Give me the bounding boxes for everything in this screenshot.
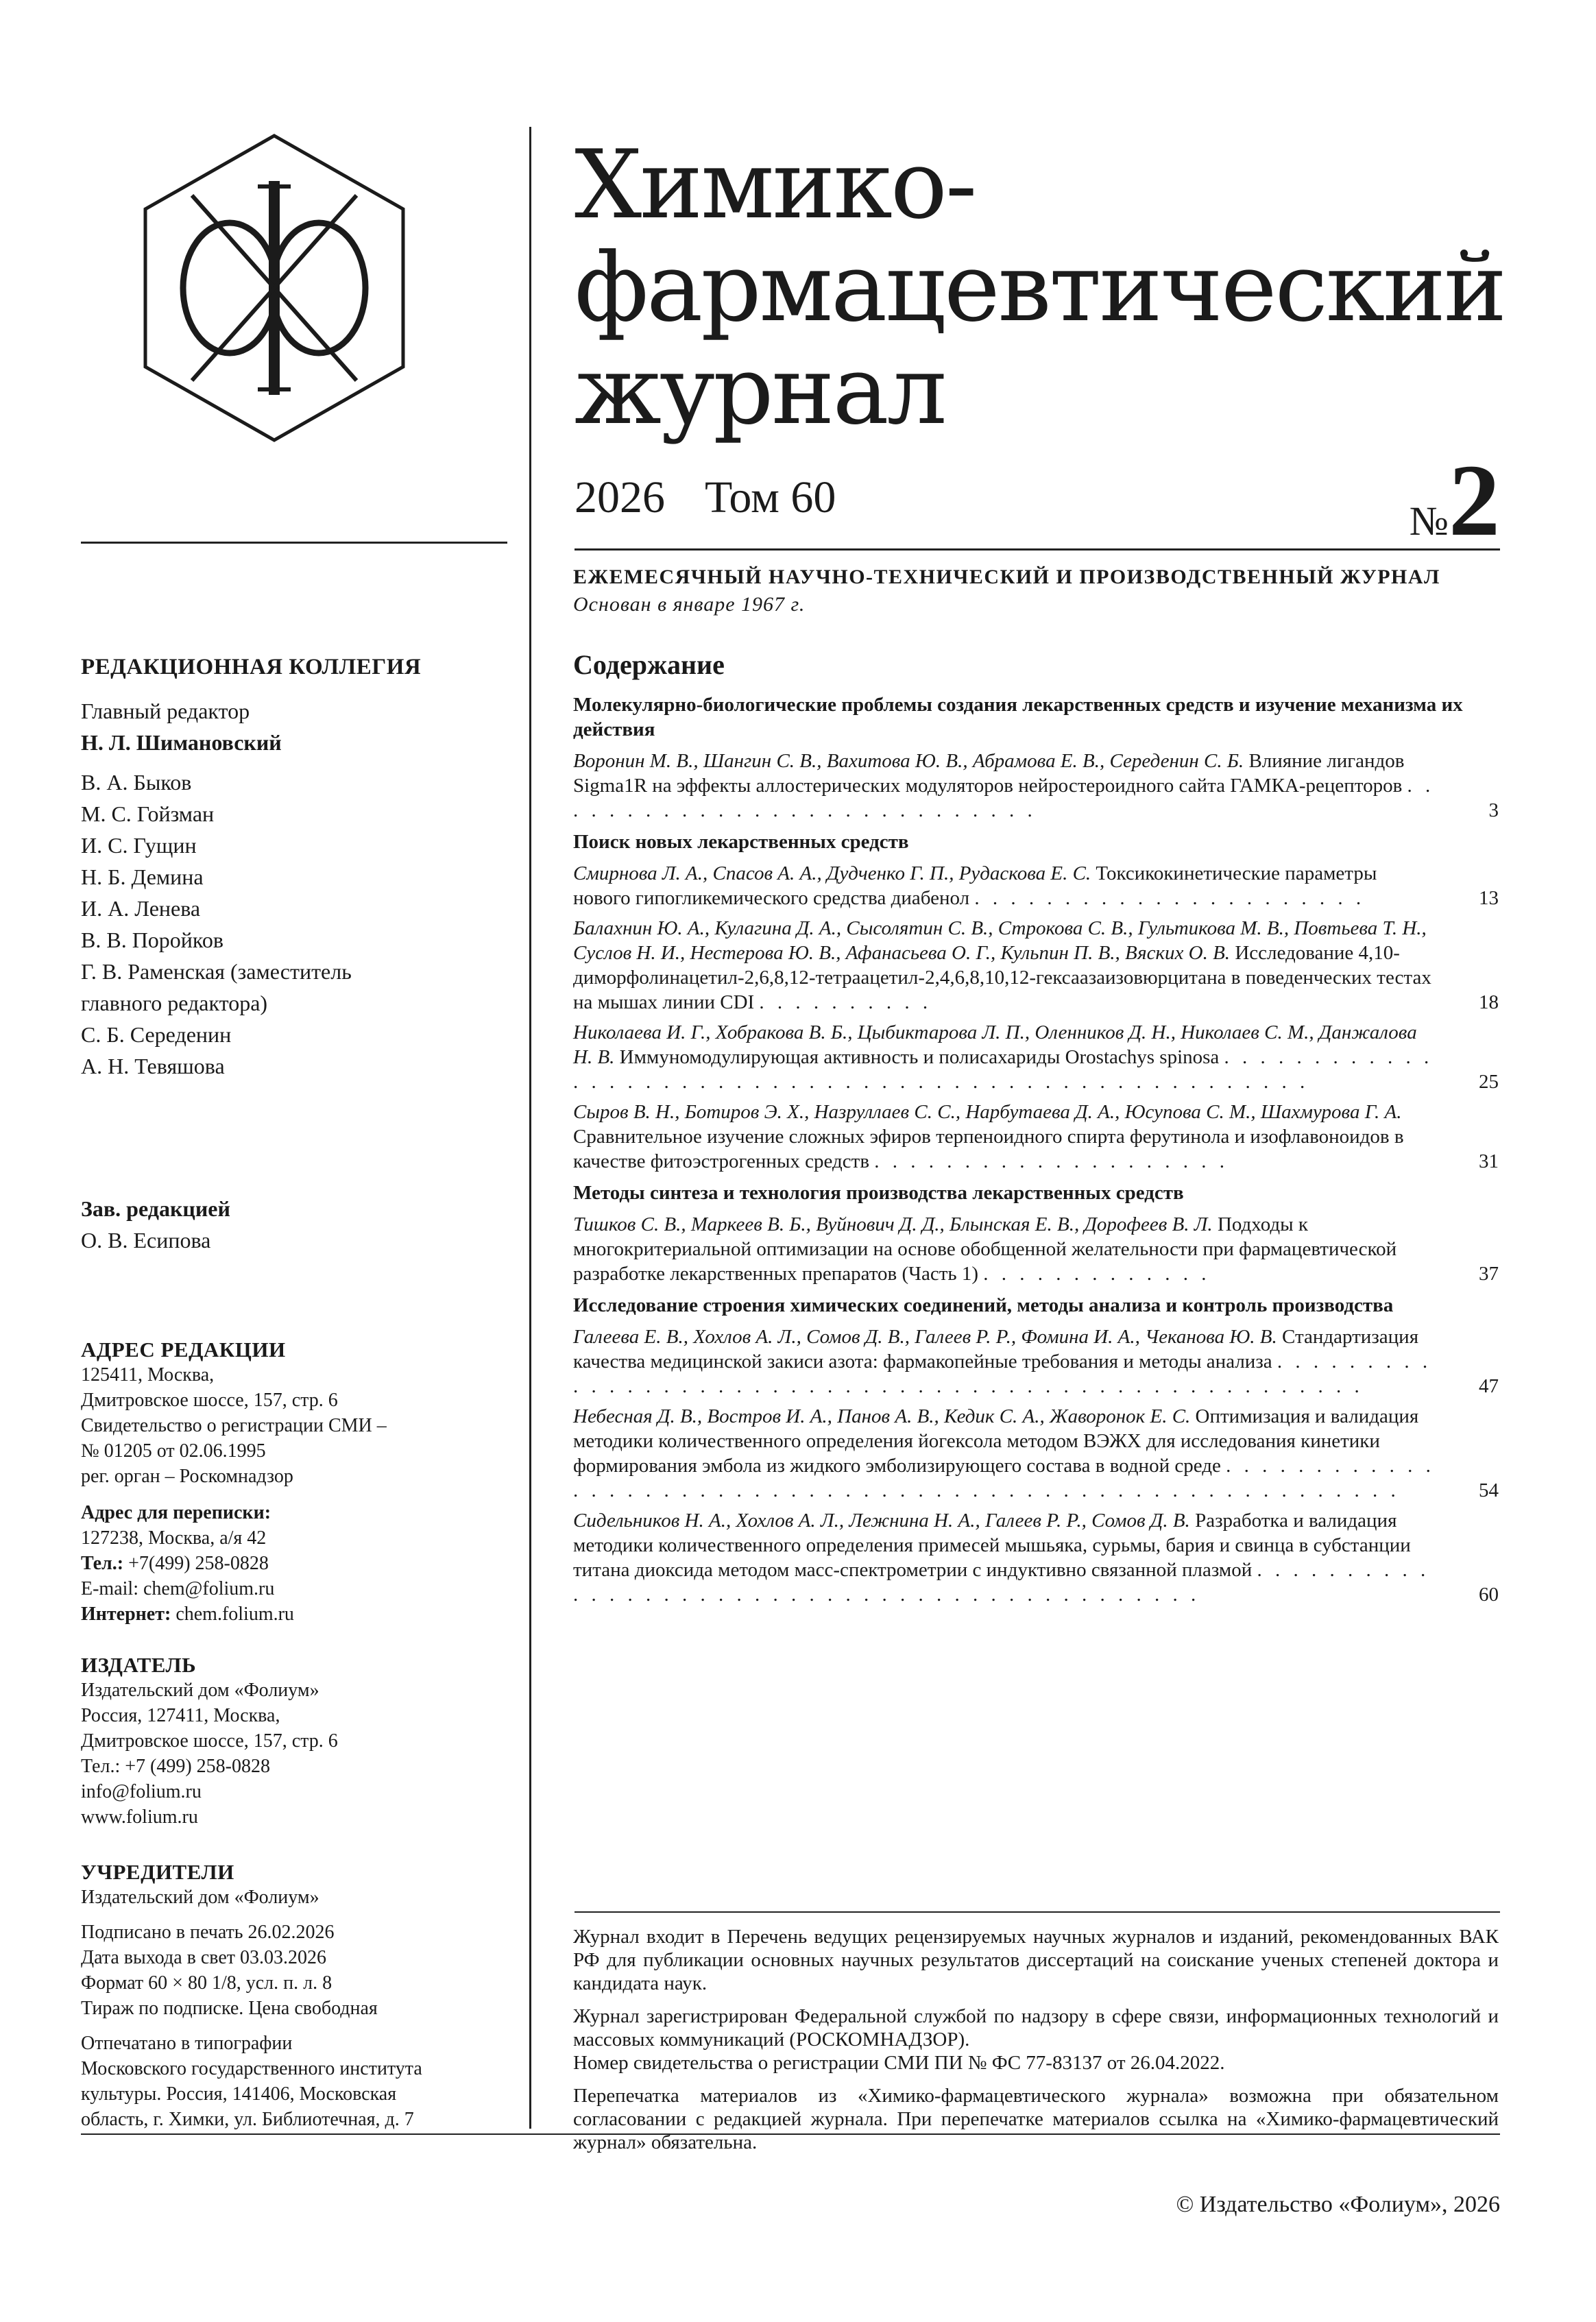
board-member: А. Н. Тевяшова — [81, 1054, 225, 1078]
publisher-line[interactable]: www.folium.ru — [81, 1806, 198, 1828]
office-name: О. В. Есипова — [81, 1228, 211, 1253]
printer-line: область, г. Химки, ул. Библиотечная, д. 7 — [81, 2109, 414, 2130]
entry-page: 37 — [1479, 1263, 1499, 1285]
leader-dots: . . . . . . . . . . — [759, 991, 932, 1013]
entry-page: 13 — [1479, 887, 1499, 909]
toc-entry[interactable] — [573, 1100, 1499, 1174]
publisher-line[interactable]: info@folium.ru — [81, 1781, 202, 1802]
entry-title: Влияние лигандов Sigma1R на эффекты аллостерических модуляторов нейростероидного сайта ГАМКА-рецепторов — [573, 750, 1405, 797]
publisher-line: Издательский дом «Фолиум» — [81, 1680, 319, 1701]
leader-dots: . . . . . . . . . . . . . . . . . . . . . . . . . . . . — [573, 775, 1435, 821]
entry-authors: Галеева Е. В., Хохлов А. Л., Сомов Д. В., Галеев Р. Р., Фомина И. А., Чеканова Ю. В. — [573, 1326, 1277, 1348]
entry-authors: Балахнин Ю. А., Кулагина Д. А., Сысолятин С. В., Строкова С. В., Гультикова М. В., Повтьева Т. Н., Суслов Н. И., Нестерова Ю. В., Афанасьева О. Г., Кульпин П. В., Вяских О. В. — [573, 917, 1427, 964]
toc-entry[interactable] — [573, 1508, 1499, 1607]
publisher-line: Тел.: +7 (499) 258-0828 — [81, 1756, 270, 1777]
contents-title: Содержание — [573, 649, 725, 680]
internet-label: Интернет: — [81, 1604, 171, 1625]
entry-page: 25 — [1479, 1071, 1499, 1093]
board-heading: РЕДАКЦИОННАЯ КОЛЛЕГИЯ — [81, 655, 422, 679]
table-of-contents — [573, 649, 1499, 1612]
entry-title: Стандартизация качества медицинской закиси азота: фармакопейные требования и методы анализа — [573, 1326, 1419, 1372]
note-reprint: Перепечатка материалов из «Химико-фармацевтического журнала» возможна при обязательном согласовании с редакцией журнала. При перепечатке материалов ссылка на «Химико-фармацевтический журнал» обязательна. — [573, 2085, 1499, 2153]
entry-authors: Воронин М. В., Шангин С. В., Вахитова Ю. В., Абрамова Е. В., Середенин С. Б. — [573, 750, 1244, 772]
toc-entry[interactable] — [573, 916, 1499, 1015]
editorial-office — [81, 1193, 506, 1256]
board-member: М. С. Гойзман — [81, 801, 215, 826]
leader-dots: . . . . . . . . . . . . . . . . . . . . . . . . . . . . . . . . . . . . . . . . . . . . . . . . . . . . . . . . . . — [573, 1455, 1435, 1501]
entry-title: Иммуномодулирующая активность и полисахариды Orostachys spinosa — [619, 1046, 1220, 1068]
title-line-3: журнал — [575, 335, 945, 446]
entry-authors: Сыров В. Н., Ботиров Э. Х., Назруллаев С. С., Нарбутаева Д. А., Юсупова С. М., Шахмурова Г. А. — [573, 1101, 1402, 1123]
website-link[interactable]: chem.folium.ru — [176, 1604, 294, 1625]
mail-address: 127238, Москва, а/я 42 — [81, 1527, 267, 1549]
print-line: Тираж по подписке. Цена свободная — [81, 1998, 378, 2019]
entry-authors: Тишков С. В., Маркеев В. Б., Вуйнович Д. Д., Блынская Е. В., Дорофеев В. Л. — [573, 1213, 1213, 1235]
address-line: рег. орган – Роскомнадзор — [81, 1466, 293, 1487]
title-line-2: фармацевтический — [575, 232, 1506, 343]
editorial-address — [81, 1337, 506, 1627]
leader-dots: . . . . . . . . . . . . . . . . . . . . . . . . . . . . . . . . . . . . . . . . . . . . . . . . . . . . . — [573, 1046, 1434, 1093]
leader-dots: . . . . . . . . . . . . . . . . . . . . . . . . . . . . . . . . . . . . . . . . . . . . . — [573, 1559, 1430, 1606]
publisher-line: Дмитровское шоссе, 157, стр. 6 — [81, 1730, 338, 1752]
printer-line: Московского государственного института — [81, 2058, 422, 2079]
journal-subtitle: ЕЖЕМЕСЯЧНЫЙ НАУЧНО-ТЕХНИЧЕСКИЙ И ПРОИЗВОДСТВЕННЫЙ ЖУРНАЛ — [573, 566, 1440, 588]
board-member: Н. Б. Демина — [81, 864, 204, 889]
issue-year: 2026 — [575, 472, 665, 522]
address-line: Свидетельство о регистрации СМИ – — [81, 1415, 387, 1436]
printer-line: культуры. Россия, 141406, Московская — [81, 2083, 397, 2105]
journal-founded: Основан в январе 1967 г. — [573, 593, 806, 616]
board-member: С. Б. Середенин — [81, 1022, 232, 1047]
phone-label: Тел.: — [81, 1553, 124, 1574]
column-divider — [529, 127, 531, 2129]
entry-title: Оптимизация и валидация методики количественного определения йогексола методом ВЭЖХ для исследования кинетики формирования эмбола из жидкого эмболизирующего состава в водной среде — [573, 1405, 1419, 1477]
entry-title: Токсикокинетические параметры нового гипогликемического средства диабенол — [573, 862, 1377, 909]
entry-page: 31 — [1479, 1150, 1499, 1172]
entry-authors: Смирнова Л. А., Спасов А. А., Дудченко Г. П., Рудаскова Е. С. — [573, 862, 1091, 884]
entry-title: Сравнительное изучение сложных эфиров терпеноидного спирта ферутинола и изофлавоноидов в качестве фитоэстрогенных средств — [573, 1126, 1404, 1172]
note-vak: Журнал входит в Перечень ведущих рецензируемых научных журналов и изданий, рекомендованных ВАК РФ для публикации основных научных результатов диссертаций на соискание ученых степеней доктора и кандидата наук. — [573, 1926, 1499, 1994]
entry-page: 3 — [1488, 799, 1499, 821]
issue-volume: Том 60 — [705, 472, 836, 522]
board-member: И. С. Гущин — [81, 833, 197, 858]
right-top-rule — [575, 548, 1500, 551]
printer-line: Отпечатано в типографии — [81, 2033, 293, 2054]
board-member: Г. В. Раменская (заместитель — [81, 959, 352, 984]
section-title: Молекулярно-биологические проблемы создания лекарственных средств и изучение механизма их действия — [573, 694, 1463, 740]
entry-authors: Сидельников Н. А., Хохлов А. Л., Лежнина Н. А., Галеев Р. Р., Сомов Д. В. — [573, 1510, 1190, 1532]
entry-title: Подходы к многокритериальной оптимизации на основе обобщенной желательности при фармацевтической разработке лекарственных препаратов (Часть 1) — [573, 1213, 1397, 1285]
notes-rule — [575, 1911, 1500, 1913]
journal-logo — [137, 130, 411, 446]
entry-page: 18 — [1479, 991, 1499, 1013]
print-line: Дата выхода в свет 03.03.2026 — [81, 1947, 327, 1968]
journal-title — [575, 130, 1548, 446]
number-sign: № — [1409, 498, 1449, 544]
entry-authors: Небесная Д. В., Востров И. А., Панов А. В., Кедик С. А., Жаворонок Е. С. — [573, 1405, 1191, 1427]
leader-dots: . . . . . . . . . . . . . . . . . . . . . . . . . . . . . . . . . . . . . . . . . . . . . . . . . . . . . — [573, 1351, 1432, 1397]
copyright: © Издательство «Фолиум», 2026 — [1176, 2192, 1500, 2217]
address-line: Дмитровское шоссе, 157, стр. 6 — [81, 1390, 338, 1411]
entry-title: Разработка и валидация методики количественного определения примесей мышьяка, сурьмы, бария и свинца в субстанции титана диоксида методом масс-спектрометрии с индуктивно связанной плазмой — [573, 1510, 1411, 1581]
title-line-1: Химико- — [575, 130, 976, 240]
toc-entry[interactable] — [573, 1404, 1499, 1503]
board-member: главного редактора) — [81, 991, 268, 1015]
email[interactable]: E-mail: chem@folium.ru — [81, 1578, 275, 1599]
journal-notes — [573, 1925, 1499, 2164]
address-heading: АДРЕС РЕДАКЦИИ — [81, 1338, 286, 1362]
print-line: Формат 60 × 80 1/8, усл. п. л. 8 — [81, 1972, 332, 1994]
address-line: 125411, Москва, — [81, 1364, 215, 1386]
board-member: В. А. Быков — [81, 770, 192, 795]
section-title: Методы синтеза и технология производства лекарственных средств — [573, 1182, 1184, 1204]
chief-label: Главный редактор — [81, 699, 250, 723]
print-line: Подписано в печать 26.02.2026 — [81, 1922, 335, 1943]
note-registration: Журнал зарегистрирован Федеральной службой по надзору в сфере связи, информационных технологий и массовых коммуникаций (РОСКОМНАДЗОР). — [573, 2005, 1499, 2051]
board-member: И. А. Ленева — [81, 896, 201, 921]
toc-entry[interactable] — [573, 1325, 1499, 1399]
address-line: № 01205 от 02.06.1995 — [81, 1440, 266, 1462]
leader-dots: . . . . . . . . . . . . . . . . . . . . — [874, 1150, 1229, 1172]
founders-heading: УЧРЕДИТЕЛИ — [81, 1860, 234, 1884]
chief-name: Н. Л. Шимановский — [81, 730, 282, 755]
entry-authors: Николаева И. Г., Хобракова В. Б., Цыбиктарова Л. П., Оленников Д. Н., Николаев С. М., Данжалова Н. В. — [573, 1021, 1417, 1068]
publisher-block — [81, 1652, 506, 1830]
leader-dots: . . . . . . . . . . . . . . . . . . . . . . — [974, 887, 1366, 909]
editorial-board — [81, 651, 506, 1082]
entry-title: Исследование 4,10-диморфолинацетил-2,6,8,12-тетраацетил-2,4,6,8,10,12-гексаазаизовюрцитана в поведенческих тестах на мышах линии CDI — [573, 942, 1431, 1013]
issue-number — [1409, 444, 1500, 557]
founders-block — [81, 1859, 506, 2132]
publisher-line: Россия, 127411, Москва, — [81, 1705, 280, 1726]
toc-entry[interactable] — [573, 861, 1499, 910]
toc-entry[interactable] — [573, 1212, 1499, 1286]
entry-page: 60 — [1479, 1584, 1499, 1606]
toc-entry[interactable] — [573, 749, 1499, 823]
number-value: 2 — [1449, 444, 1500, 557]
left-top-rule — [81, 542, 507, 544]
phone-number: +7(499) 258-0828 — [128, 1553, 269, 1574]
entry-page: 54 — [1479, 1479, 1499, 1501]
mail-heading: Адрес для переписки: — [81, 1502, 271, 1523]
issue-line — [575, 444, 1500, 557]
leader-dots: . . . . . . . . . . . . . — [983, 1263, 1211, 1285]
toc-entry[interactable] — [573, 1020, 1499, 1094]
office-label: Зав. редакцией — [81, 1196, 230, 1221]
section-title: Исследование строения химических соединений, методы анализа и контроль производства — [573, 1294, 1394, 1316]
section-title: Поиск новых лекарственных средств — [573, 831, 909, 853]
board-member: В. В. Поройков — [81, 928, 223, 952]
entry-page: 47 — [1479, 1375, 1499, 1397]
publisher-heading: ИЗДАТЕЛЬ — [81, 1653, 197, 1677]
founders-name: Издательский дом «Фолиум» — [81, 1887, 319, 1908]
note-certificate: Номер свидетельства о регистрации СМИ ПИ № ФС 77-83137 от 26.04.2022. — [573, 2052, 1225, 2074]
